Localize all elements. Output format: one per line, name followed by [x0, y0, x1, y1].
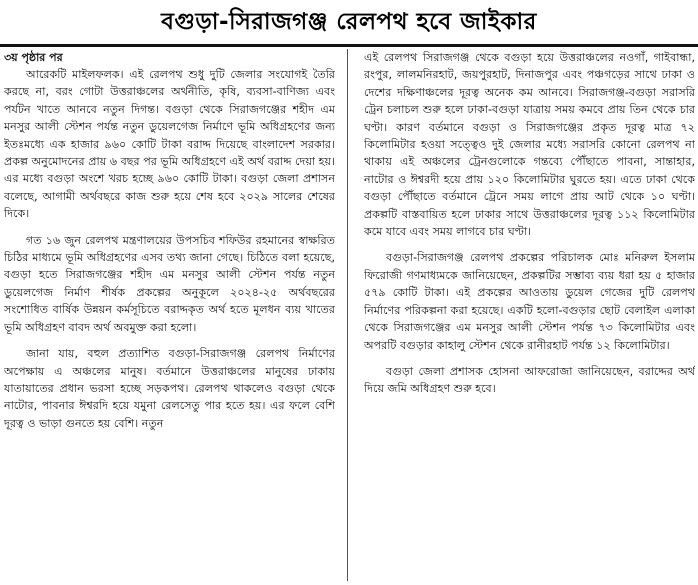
column-divider: [347, 49, 348, 581]
headline-rule: [0, 44, 698, 47]
left-column: [4, 49, 335, 585]
continued-from-label: ৩য় পৃষ্ঠার পর: [4, 51, 63, 64]
paragraph: আরেকটি মাইলফলক। এই রেলপথ শুধু দুটি জেলার সংযোগই তৈরি করছে না, বরং গোটা উত্তরাঞ্চলের অর্থনীতি, কৃষি, ব্যবসা-বাণিজ্য এবং পর্যটন খাতে আনবে নতুন দিগন্ত। বগুড়া থেকে সিরাজগঞ্জের শহীদ এম মনসুর আলী স্টেশন পর্যন্ত নতুন ডুয়েলগেজ নির্মাণে ভূমি অধিগ্রহণের জন্য ইতঃমধ্যে এক হাজার ৯৬০ কোটি টাকা বরাদ্দ দিয়েছে বাংলাদেশ সরকার। প্রকল্প অনুমোদনের প্রায় ৬ বছর পর ভূমি অধিগ্রহণে এই অর্থ বরাদ্দ দেয়া হয়। এর মধ্যে বগুড়া অংশে খরচ হচ্ছে ৯৬০ কোটি টাকা। বগুড়া জেলা প্রশাসন বলেছে, আগামী অর্থবছরে কাজ শুরু হয়ে শেষ হবে ২০২৯ সালের শেষের দিকে।: [4, 68, 335, 221]
paragraph: গত ১৬ জুন রেলপথ মন্ত্রণালয়ের উপসচিব শফিউর রহমানের স্বাক্ষরিত চিঠির মাধ্যমে ভূমি অধিগ্রহণের এসব তথ্য জানা গেছে। চিঠিতে বলা হয়েছে, বগুড়া হতে সিরাজগঞ্জের শহীদ এম মনসুর আলী স্টেশন পর্যন্ত নতুন ডুয়েলগেজ নির্মাণ শীর্ষক প্রকল্পের অনুকূলে ২০২৪-২৫ অর্থবছরের সংশোধিত বার্ষিক উন্নয়ন কর্মসূচিতে বরাদ্দকৃত অর্থ হতে মূলধন ব্যয় খাতের ভূমি অধিগ্রহণ বাবদ অর্থ অবমুক্ত করা হলো।: [4, 233, 335, 334]
paragraph: বগুড়া জেলা প্রশাসক হোসনা আফরোজা জানিয়েছেন, বরাদ্দের অর্থ দিয়ে জমি অধিগ্রহণ শুরু হবে।: [364, 364, 695, 396]
article-headline: বগুড়া-সিরাজগঞ্জ রেলপথ হবে জাইকার: [161, 8, 537, 35]
right-column: [364, 49, 695, 585]
paragraph: এই রেলপথ সিরাজগঞ্জ থেকে বগুড়া হয়ে উত্তরাঞ্চলের নওগাঁ, গাইবান্ধা, রংপুর, লালমনিরহাট, জয়পুরহাট, দিনাজপুর এবং পঞ্চগড়ের সাথে ঢাকা ও দেশের দক্ষিণাঞ্চলের দূরত্ব অনেক কম আনবে। সিরাজগঞ্জ-বগুড়া সরাসরি ট্রেন চলাচল শুরু হলে ঢাকা-বগুড়া যাত্রায় সময় কমবে প্রায় তিন থেকে চার ঘণ্টা। কারণ বর্তমানে বগুড়া ও সিরাজগঞ্জের প্রকৃত দূরত্ব মাত্র ৭২ কিলোমিটার হওয়া সত্ত্বেও দুই জেলার মধ্যে সরাসরি কোনো রেলপথ না থাকায় এই অঞ্চলের ট্রেনগুলোকে গন্তব্যে পৌঁছাতে পাবনা, সান্তাহার, নাটোর ও ঈশ্বরদী হয়ে প্রায় ১২০ কিলোমিটার ঘুরতে হয়। এতে ঢাকা থেকে বগুড়া পৌঁছাতে বর্তমানে ট্রেনে সময় লাগে প্রায় আট থেকে ১০ ঘণ্টা। প্রকল্পটি বাস্তবায়িত হলে ঢাকার সাথে উত্তরাঞ্চলের দূরত্ব ১১২ কিলোমিটার কমে যাবে এবং সময় লাগবে চার ঘণ্টা।: [364, 51, 695, 239]
paragraph: বগুড়া-সিরাজগঞ্জ রেলপথ প্রকল্পের পরিচালক মোঃ মনিরুল ইসলাম ফিরোজী গণমাধ্যমকে জানিয়েছেন, প্রকল্পটির সম্ভাব্য ব্যয় ধরা হয় ৫ হাজার ৫৭৯ কোটি টাকা। এই প্রকল্পের আওতায় ডুয়েল গেজের দুটি রেলপথ নির্মাণের পরিকল্পনা করা হয়েছে। একটি হলো-বগুড়ার ছোট বেলাইল এলাকা থেকে সিরাজগঞ্জের এম মনসুর আলী স্টেশন পর্যন্ত ৭৩ কিলোমিটার এবং অপরটি বগুড়ার কাহালু স্টেশন থেকে রানীরহাট পর্যন্ত ১২ কিলোমিটার।: [364, 251, 695, 352]
paragraph: জানা যায়, বহুল প্রত্যাশিত বগুড়া-সিরাজগঞ্জ রেলপথ নির্মাণের অপেক্ষায় এ অঞ্চলের মানুষ। বর্তমানে উত্তরাঞ্চলের মানুষের ঢাকায় যাতায়াতের প্রধান ভরসা হচ্ছে সড়কপথ। রেলপথ থাকলেও বগুড়া থেকে নাটোর, পাবনার ঈশ্বরদি হয়ে যমুনা রেলসেতু পার হতে হয়। এর ফলে বেশি দূরত্ব ও ভাড়া গুনতে হয় বেশি। নতুন: [4, 347, 335, 430]
